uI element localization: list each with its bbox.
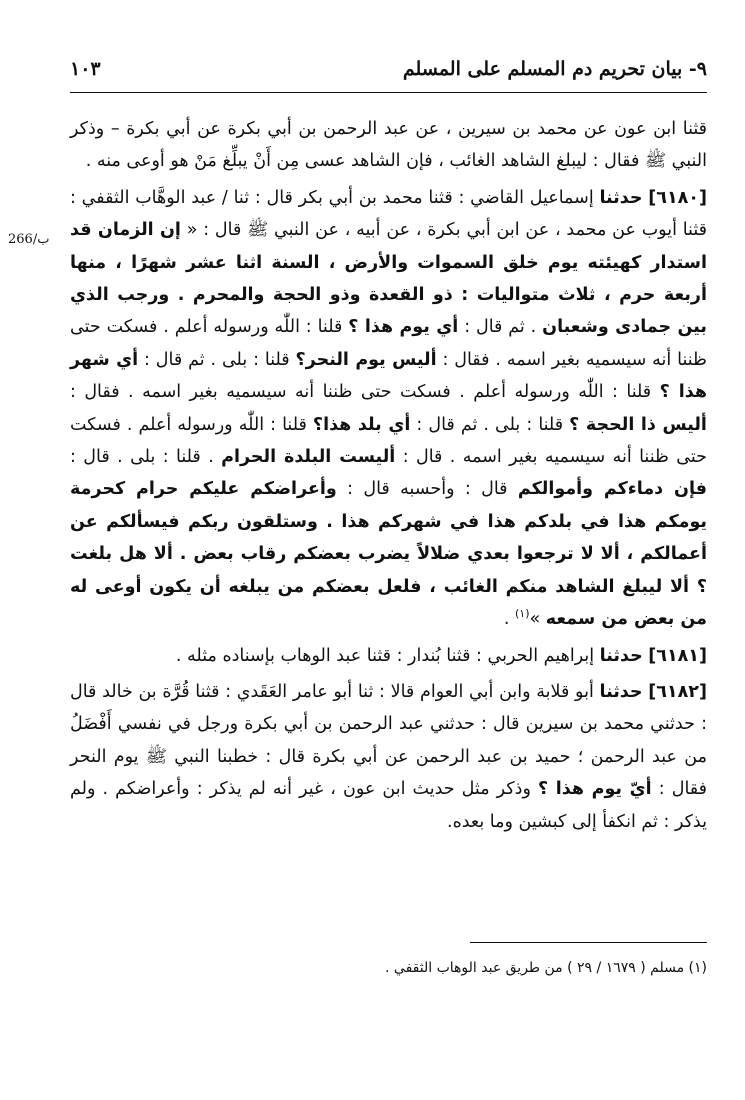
hadith-number: [٦١٨٢] [648, 681, 707, 702]
matn-bold: أي يوم هذا ؟ [348, 317, 459, 338]
matn-bold: أيّ يوم هذا ؟ [538, 779, 652, 800]
isnad-text: إبراهيم الحربي : قثنا بُندار : قثنا عبد الوهاب بإسناده مثله . [175, 645, 595, 666]
footnote: (١) مسلم ( ١٦٧٩ / ٢٩ ) من طريق عبد الوهاب الثقفي . [385, 960, 707, 976]
haddathana-word: حدثنا [599, 187, 643, 208]
narration-text: . قلنا : بلى . قال : [70, 447, 214, 468]
chapter-title: ٩- بيان تحريم دم المسلم على المسلم [402, 58, 707, 80]
footnote-divider [470, 942, 707, 943]
page-header [70, 52, 707, 93]
hadith-6181 [70, 640, 707, 672]
narration-text: قلنا : اللّٰه ورسوله أعلم . فسكت حتى ظننا أنه سيسميه بغير اسمه . فقال : [70, 317, 707, 370]
matn-bold: أي بلد هذا؟ [312, 414, 411, 435]
matn-bold: أليس ذا الحجة ؟ [569, 414, 707, 435]
page-number: ١٠٣ [70, 58, 101, 80]
paragraph-continuation [70, 113, 707, 178]
haddathana-word: حدثنا [599, 681, 643, 702]
hadith-6180 [70, 182, 707, 636]
manuscript-folio-note: 266/ب [8, 232, 50, 247]
narration-text: . ثم قال : [464, 317, 537, 338]
matn-bold: أي شهر هذا ؟ [70, 349, 707, 403]
narration-text: قلنا : بلى . ثم قال : [416, 414, 564, 435]
isnad-text: أبو قلابة وابن أبي العوام قالا : ثنا أبو عامر العَقَدي : قثنا قُرَّة بن خالد قال : حدثني محمد بن سيرين قال : حدثني عبد الرحمن بن أبي بكرة ورجل في نفسي أَفْضَلُ من عبد الرحمن ؛ حميد بن عبد الرحمن عن أبي بكرة قال : خطبنا النبي ﷺ يوم النحر فقال : [70, 681, 707, 800]
matn-bold: وأعراضكم عليكم حرام كحرمة يومكم هذا في بلدكم هذا في شهركم هذا . وستلقون ربكم فيسألكم عن أعمالكم ، ألا لا ترجعوا بعدي ضلالاً يضرب بعضكم رقاب بعض . ألا هل بلغت ؟ ألا ليبلغ الشاهد منكم الغائب ، فلعل بعضكم من يبلغه أن يكون أوعى له من بعض من سمعه [70, 479, 707, 630]
narration-text: قلنا : اللّٰه ورسوله أعلم . فسكت حتى ظننا أنه سيسميه بغير اسمه . فقال : [70, 382, 652, 403]
matn-bold: فإن دماءكم وأموالكم [517, 479, 707, 500]
paragraph-text: قثنا ابن عون عن محمد بن سيرين ، عن عبد الرحمن بن أبي بكرة عن أبي بكرة – وذكر النبي ﷺ فقال : ليبلغ الشاهد الغائب ، فإن الشاهد عسى مِن أَنْ يبلِّغ مَنْ هو أوعى منه . [70, 119, 707, 172]
hadith-number: [٦١٨٠] [648, 187, 707, 208]
hadith-number: [٦١٨١] [648, 645, 707, 666]
narration-text: قلنا : اللّٰه ورسوله أعلم . فسكت حتى ظننا أنه سيسميه بغير اسمه . قال : [70, 414, 707, 468]
narration-text: وذكر مثل حديث ابن عون ، غير أنه لم يذكر : وأعراضكم . ولم يذكر : ثم انكفأ إلى كبشين وما بعده. [70, 779, 707, 832]
matn-bold: إن الزمان قد استدار كهيئته يوم خلق السموات والأرض ، السنة اثنا عشر شهرًا ، منها أربعة حرم ، ثلاث متواليات : ذو القعدة وذو الحجة والمحرم . ورجب الذي بين جمادى وشعبان [70, 220, 707, 338]
main-text [70, 113, 707, 838]
sentence-end: . [503, 609, 510, 630]
matn-bold: أليس يوم النحر؟ [295, 349, 437, 370]
footnote-reference[interactable]: (١) [514, 607, 530, 621]
closing-quote: » [529, 609, 541, 630]
narration-text: قلنا : بلى . ثم قال : [144, 349, 290, 370]
matn-bold: أليست البلدة الحرام [221, 447, 396, 468]
hadith-6182 [70, 676, 707, 838]
haddathana-word: حدثنا [599, 645, 643, 666]
isnad-text: إسماعيل القاضي : قثنا محمد بن أبي بكر قال : ثنا / عبد الوهَّاب الثقفي : قثنا أيوب عن محمد ، عن ابن أبي بكرة ، عن أبيه ، عن النبي ﷺ قال : « [70, 187, 707, 241]
narration-text: قال : وأحسبه قال : [347, 479, 508, 500]
